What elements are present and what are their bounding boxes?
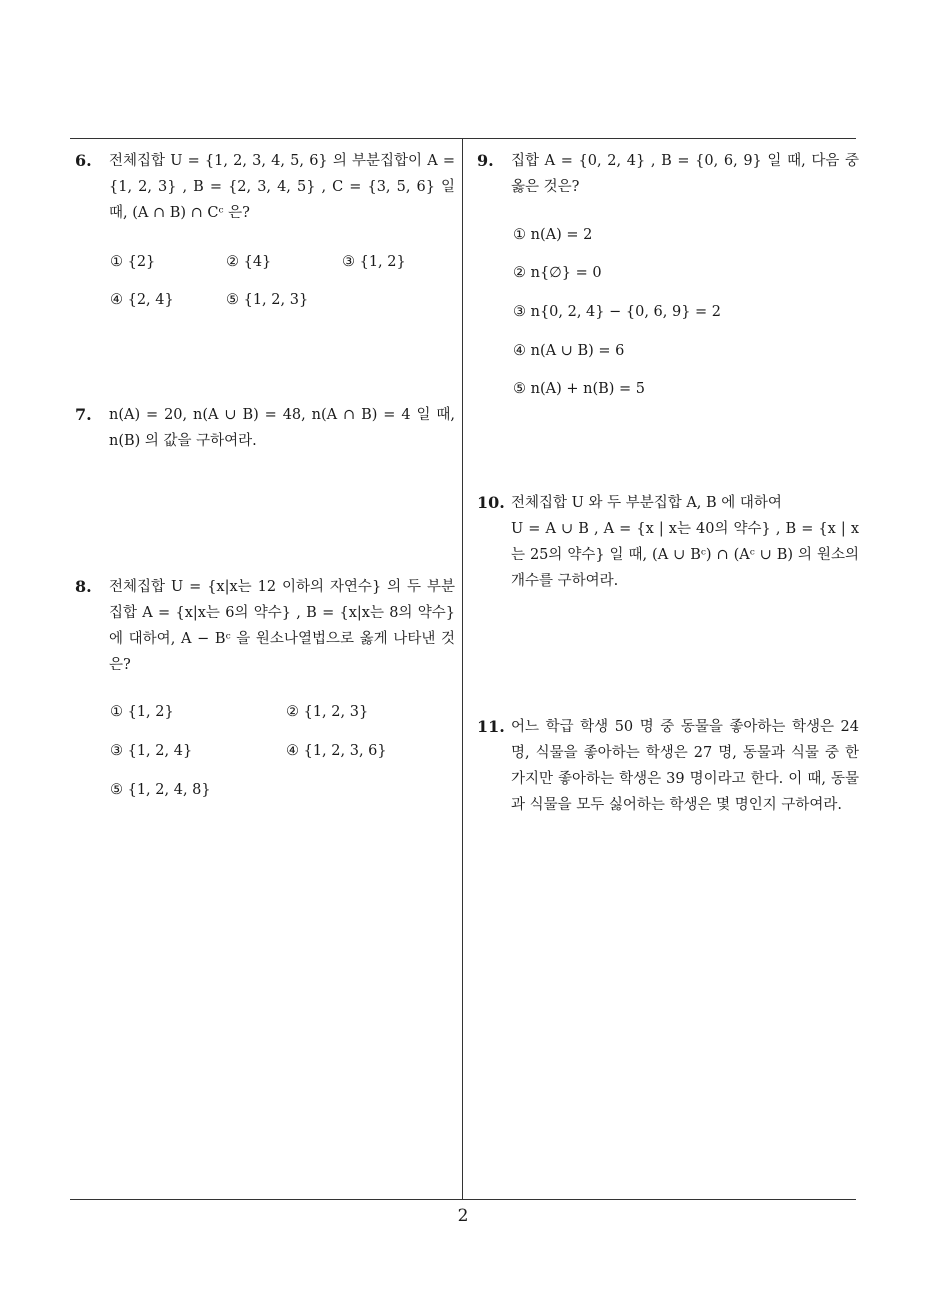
choice-1[interactable]: ① n(A) = 2 [513,227,593,243]
question-8-choices [110,704,450,804]
choice-5[interactable]: ⑤ n(A) + n(B) = 5 [513,381,646,397]
question-number: 9. [477,151,494,170]
choice-4[interactable]: ④ n(A ∪ B) = 6 [513,343,625,359]
page-number: 2 [457,1206,469,1226]
question-number: 11. [477,717,505,736]
question-11 [477,714,859,818]
question-number: 7. [75,405,92,424]
question-text-line1: 전체집합 U 와 두 부분집합 A, B 에 대하여 [511,495,782,511]
question-text: 전체집합 U = {1, 2, 3, 4, 5, 6} 의 부분집합이 A = {1, 2, 3} , B = {2, 3, 4, 5} , C = {3, 5, 6} 일 때, (A ∩ B) ∩ Cᶜ 은? [109,153,455,221]
question-text: 어느 학급 학생 50 명 중 동물을 좋아하는 학생은 24 명, 식물을 좋아하는 학생은 27 명, 동물과 식물 중 한 가지만 좋아하는 학생은 39 명이라고 한다. 이 때, 동물과 식물을 모두 싫어하는 학생은 몇 명인지 구하여라. [511,719,859,813]
choice-5[interactable]: ⑤ {1, 2, 3} [226,292,309,308]
question-text-body: U = A ∪ B , A = {x | x는 40의 약수} , B = {x | x는 25의 약수} 일 때, (A ∪ Bᶜ) ∩ (Aᶜ ∪ B) 의 원소의 개수를 구하여라. [511,521,859,589]
choice-3[interactable]: ③ n{0, 2, 4} − {0, 6, 9} = 2 [513,304,722,320]
question-6-choices [110,254,450,314]
choice-2[interactable]: ② {1, 2, 3} [286,704,369,720]
question-number: 10. [477,493,505,512]
bottom-rule [70,1199,856,1200]
question-9 [477,148,859,200]
question-text: 전체집합 U = {x|x는 12 이하의 자연수} 의 두 부분집합 A = {x|x는 6의 약수} , B = {x|x는 8의 약수} 에 대하여, A − Bᶜ 을 원소나열법으로 옳게 나타낸 것은? [109,579,455,673]
choice-4[interactable]: ④ {2, 4} [110,292,174,308]
choice-3[interactable]: ③ {1, 2, 4} [110,743,193,759]
choice-1[interactable]: ① {2} [110,254,156,270]
question-number: 8. [75,577,92,596]
choice-4[interactable]: ④ {1, 2, 3, 6} [286,743,387,759]
choice-1[interactable]: ① {1, 2} [110,704,174,720]
choice-2[interactable]: ② n{∅} = 0 [513,265,602,281]
top-rule [70,138,856,139]
question-9-choices [513,227,853,397]
column-divider [462,138,463,1200]
question-number: 6. [75,151,92,170]
question-6 [75,148,455,226]
choice-3[interactable]: ③ {1, 2} [342,254,406,270]
question-7 [75,402,455,454]
question-8 [75,574,455,678]
question-10 [477,490,859,594]
question-text: 집합 A = {0, 2, 4} , B = {0, 6, 9} 일 때, 다음 중 옳은 것은? [511,153,859,195]
choice-5[interactable]: ⑤ {1, 2, 4, 8} [110,782,211,798]
choice-2[interactable]: ② {4} [226,254,272,270]
question-text: n(A) = 20, n(A ∪ B) = 48, n(A ∩ B) = 4 일 때, n(B) 의 값을 구하여라. [109,407,455,449]
